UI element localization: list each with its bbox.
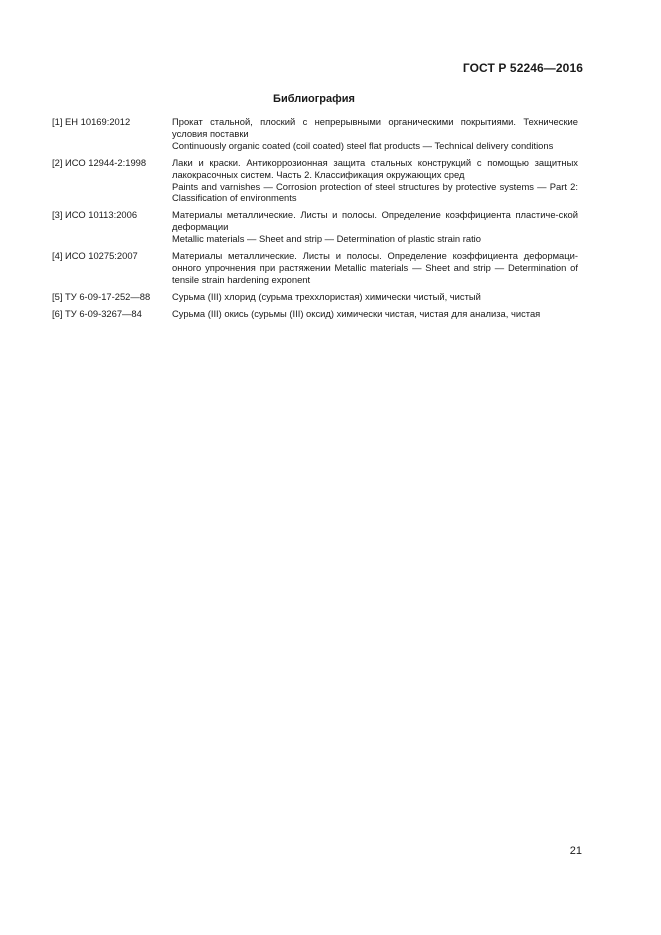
entry-description — [172, 157, 578, 205]
bibliography-entry-6 — [52, 308, 578, 320]
bibliography-entry-4 — [52, 250, 578, 286]
entry-reference: [1] ЕН 10169:2012 — [52, 116, 131, 127]
entry-title-en: Paints and varnishes — Corrosion protection of steel structures by protective systems — Part 2: Classification of environments — [172, 180, 578, 204]
entry-description — [172, 250, 578, 286]
entry-description — [172, 308, 578, 320]
entry-reference: [6] ТУ 6-09-3267—84 — [52, 307, 142, 319]
bibliography-list — [52, 116, 578, 325]
document-code: ГОСТ Р 52246—2016 — [462, 61, 583, 75]
entry-reference: [5] ТУ 6-09-17-252—88 — [52, 290, 151, 302]
section-title: Библиография — [273, 93, 355, 105]
entry-title-ru: Материалы металлические. Листы и полосы. Определение коэффициента деформаци-онного упрочнения при растяжении Metallic materials — Sheet and strip — Determination of tensile strain hardening exponent — [172, 250, 578, 285]
page-number: 21 — [569, 845, 582, 857]
entry-title-en: Continuously organic coated (coil coated) steel flat products — Technical delivery conditions — [172, 139, 554, 151]
entry-reference: [3] ИСО 10113:2006 — [52, 209, 138, 221]
entry-reference: [4] ИСО 10275:2007 — [52, 250, 138, 262]
entry-title-ru: Прокат стальной, плоский с непрерывными органическими покрытиями. Технические условия поставки — [172, 116, 578, 139]
entry-title-ru: Лаки и краски. Антикоррозионная защита стальных конструкций с помощью защитных лакокрасочных систем. Часть 2. Классификация окружающих сред — [172, 156, 578, 180]
bibliography-entry-5 — [52, 291, 578, 303]
bibliography-entry-2 — [52, 157, 578, 205]
entry-description — [172, 209, 578, 245]
entry-description — [172, 291, 578, 303]
entry-title-en: Metallic materials — Sheet and strip — Determination of plastic strain ratio — [172, 233, 481, 245]
entry-reference: [2] ИСО 12944-2:1998 — [52, 156, 147, 168]
entry-title-ru: Сурьма (III) окись (сурьмы (III) оксид) химически чистая, чистая для анализа, чистая — [172, 307, 541, 319]
bibliography-entry-3 — [52, 209, 578, 245]
entry-description — [172, 116, 578, 152]
entry-title-ru: Материалы металлические. Листы и полосы. Определение коэффициента пластиче-ской деформации — [172, 209, 578, 233]
bibliography-entry-1 — [52, 116, 578, 152]
entry-title-ru: Сурьма (III) хлорид (сурьма треххлористая) химически чистый, чистый — [172, 290, 481, 302]
